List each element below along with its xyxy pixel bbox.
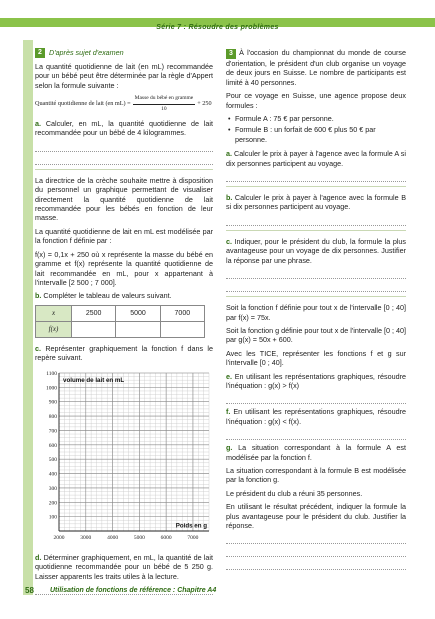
formula-denominator: 10	[161, 105, 167, 112]
answer-line[interactable]	[226, 172, 406, 182]
divider	[226, 230, 406, 231]
divider	[226, 296, 406, 297]
y-tick-label: 200	[48, 499, 57, 506]
list-item: • Formule A : 75 € par personne.	[226, 114, 406, 123]
paragraph: Le président du club a réuni 35 personnes.	[226, 488, 363, 498]
page-number: 58	[25, 586, 34, 595]
y-tick-label: 800	[48, 413, 57, 420]
table-cell-empty[interactable]	[116, 321, 160, 337]
empty-graph[interactable]	[35, 367, 213, 547]
answer-line[interactable]	[226, 282, 406, 292]
question-c: c. Indiquer, pour le président du club, la formule la plus avantageuse pour un voyage de dix personnes. Justifier la réponse par une phrase.	[226, 236, 406, 265]
y-tick-label: 600	[48, 442, 57, 449]
x-tick-label: 5000	[133, 534, 145, 541]
formula-left: Quantité quotidienne de lait (en mL) =	[35, 100, 131, 108]
x-tick-label: 6000	[160, 534, 172, 541]
y-tick-label: 1100	[46, 370, 57, 377]
question-b: b. Calculer le prix à payer à l'agence avec la formule B si dix personnes participent au voyage.	[226, 193, 406, 212]
answer-line[interactable]	[226, 534, 406, 544]
question-a: a. Calculer, en mL, la quantité quotidienne de lait recommandée pour un bébé de 4 kilogrammes.	[35, 119, 213, 138]
question-f: f. En utilisant les représentations graphiques, résoudre l'inéquation : g(x) < f(x).	[226, 407, 406, 426]
x-tick-label: 7000	[187, 534, 199, 541]
page-header	[0, 0, 435, 31]
formula-fraction	[133, 94, 196, 114]
appert-formula	[35, 94, 213, 114]
answer-line[interactable]	[35, 155, 213, 165]
exercise-intro: La quantité quotidienne de lait (en mL) recommandée pour un bébé peut être déterminée par la règle d'Appert selon la formule suivante :	[35, 62, 213, 90]
page-title: Série 7 : Résoudre des problèmes	[156, 24, 279, 31]
paragraph: Avec les TICE, représenter les fonctions f et g sur l'intervalle [0 ; 40].	[226, 348, 406, 368]
answer-line[interactable]	[226, 269, 406, 279]
table-cell: 5000	[116, 305, 160, 321]
answer-line[interactable]	[226, 560, 406, 570]
left-margin-bar	[23, 40, 33, 595]
y-tick-label: 1000	[46, 384, 57, 391]
y-tick-label: 300	[48, 485, 57, 492]
y-tick-label: 500	[48, 456, 57, 463]
paragraph: Pour ce voyage en Suisse, une agence propose deux formules :	[226, 91, 406, 110]
x-tick-label: 4000	[107, 534, 119, 541]
table-cell: 7000	[160, 305, 204, 321]
function-definition: f(x) = 0,1x + 250 où x représente la masse du bébé en gramme et f(x) représente la quantité quotidienne de lait recommandée en mL, pour x appartenant à l'intervalle [2 500 ; 7 000].	[35, 249, 213, 287]
page-footer	[0, 582, 435, 602]
x-tick-label: 2000	[53, 534, 65, 541]
y-tick-label: 900	[48, 399, 57, 406]
y-tick-label: 700	[48, 427, 57, 434]
question-g: g. La situation correspondant à la formule A est modélisée par la fonction f.	[226, 443, 406, 462]
values-table	[35, 305, 205, 338]
function-definition: Soit la fonction f définie pour tout x de l'intervalle [0 ; 40] par f(x) = 75x.	[226, 303, 406, 322]
y-tick-label: 100	[48, 514, 57, 521]
x-tick-label: 3000	[80, 534, 92, 541]
table-cell: 2500	[72, 305, 116, 321]
y-axis-label: volume de lait en mL	[63, 376, 125, 384]
paragraph: La quantité quotidienne de lait en mL est modélisée par la fonction f définie par :	[35, 226, 213, 246]
exercise-title: D'après sujet d'examen	[49, 48, 124, 58]
divider	[226, 186, 406, 187]
table-row	[36, 321, 205, 337]
exercise-number: 2	[35, 48, 45, 58]
answer-line[interactable]	[35, 142, 213, 152]
question-d: d. Déterminer graphiquement, en mL, la quantité de lait quotidienne recommandée pour un bébé de 5 250 g. Laisser apparents les traits utiles à la lecture.	[35, 552, 213, 581]
paragraph: La situation correspondant à la formule B est modélisée par la fonction g.	[226, 465, 406, 485]
exercise-number: 3	[226, 49, 236, 59]
x-axis-label: Poids en g	[175, 521, 207, 529]
exercise-intro: 3 À l'occasion du championnat du monde de course d'orientation, le président d'un club organise un voyage de deux jours en Suisse. Le nombre de participants est limité à 40 personnes.	[226, 48, 406, 87]
table-row-label: x	[36, 305, 72, 321]
paragraph: La directrice de la crèche souhaite mettre à disposition du personnel un graphique permettant de visualiser directement la quantité quotidienne de lait recommandée pour les bébés en fonction de leur masse.	[35, 175, 213, 223]
answer-line[interactable]	[226, 547, 406, 557]
formula-list	[226, 114, 406, 144]
question-c: c. Représenter graphiquement la fonction f dans le repère suivant.	[35, 343, 213, 363]
answer-line[interactable]	[226, 394, 406, 404]
y-tick-label: 400	[48, 471, 57, 478]
list-item: • Formule B : un forfait de 600 € plus 50 € par personne.	[226, 125, 406, 144]
formula-numerator: Masse du bébé en gramme	[133, 94, 196, 104]
exercise-2	[35, 48, 213, 598]
answer-line[interactable]	[226, 216, 406, 226]
paragraph: En utilisant le résultat précédent, indiquer la formule la plus avantageuse pour le président du club. Justifier la réponse.	[226, 502, 406, 530]
formula-right: + 250	[197, 100, 212, 108]
answer-line[interactable]	[226, 430, 406, 440]
question-e: e. En utilisant les représentations graphiques, résoudre l'inéquation : g(x) > f(x)	[226, 371, 406, 390]
question-b: b. Compléter le tableau de valeurs suivant.	[35, 291, 172, 301]
exercise-3	[226, 48, 406, 573]
function-definition: Soit la fonction g définie pour tout x de l'intervalle [0 ; 40] par g(x) = 50x + 600.	[226, 325, 406, 345]
chart-container	[35, 367, 213, 549]
chapter-title: Utilisation de fonctions de référence : Chapitre A4	[50, 587, 217, 594]
question-a: a. Calculer le prix à payer à l'agence avec la formule A si dix personnes participent au voyage.	[226, 149, 406, 168]
table-row	[36, 305, 205, 321]
table-row-label: f(x)	[36, 321, 72, 337]
divider	[35, 169, 213, 170]
table-cell-empty[interactable]	[72, 321, 116, 337]
table-cell-empty[interactable]	[160, 321, 204, 337]
